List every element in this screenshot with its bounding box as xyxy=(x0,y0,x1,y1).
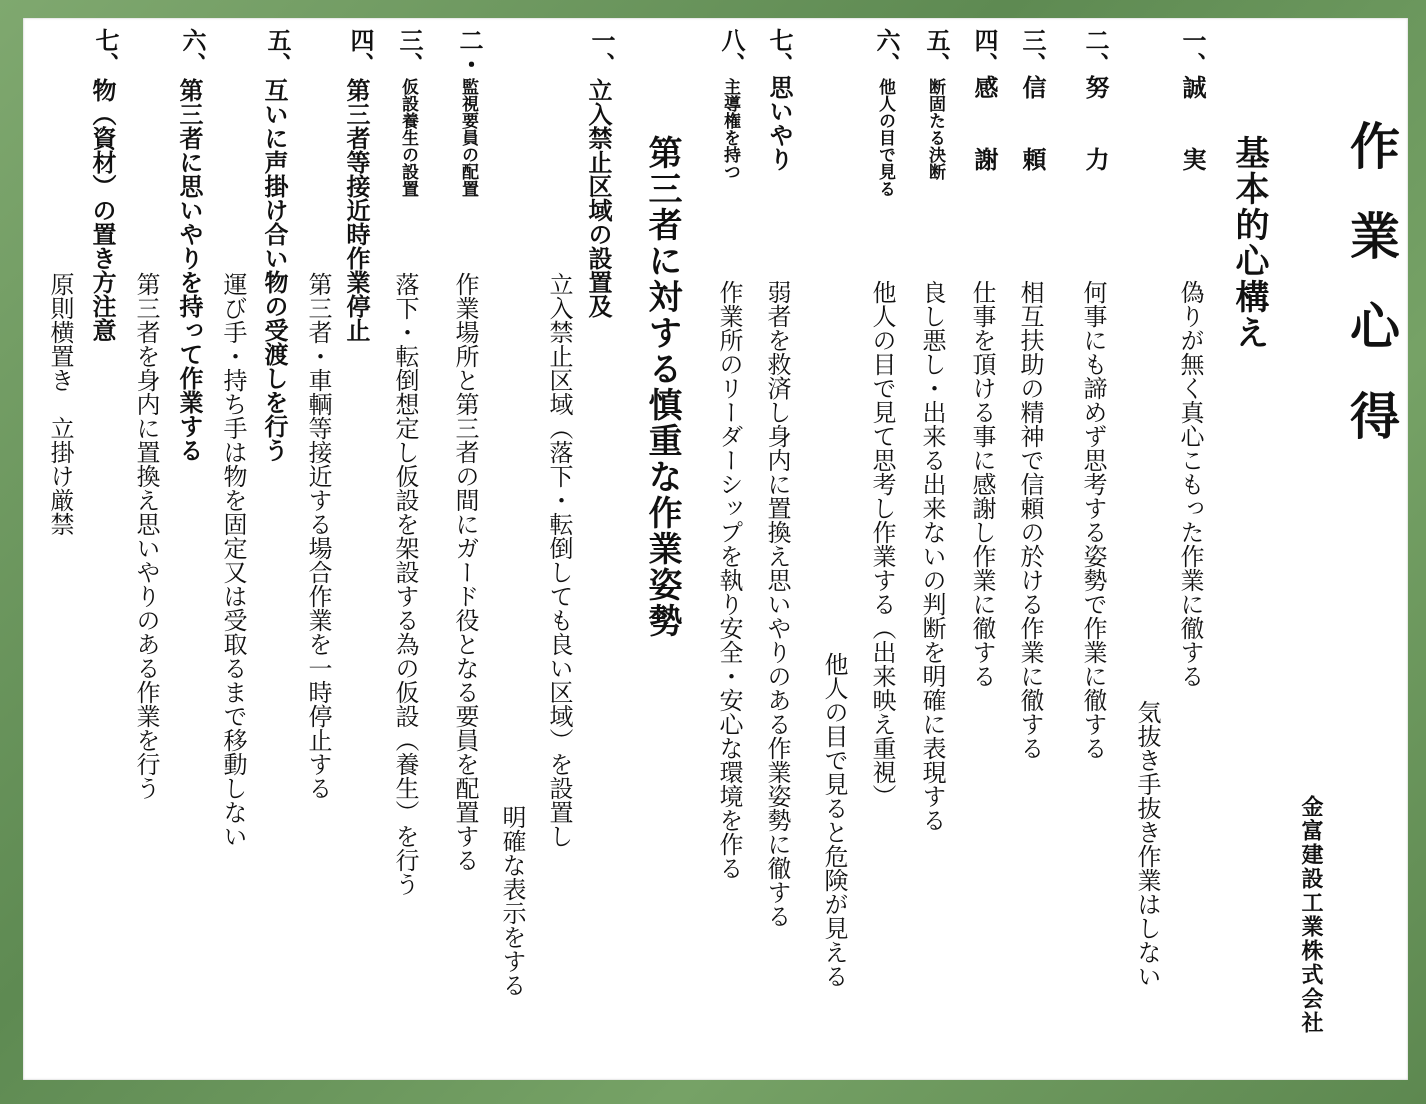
section2-item-label: 第三者に思いやりを持って作業する xyxy=(175,78,204,462)
section1-item-label: 主導権を持つ xyxy=(720,78,740,180)
section2-item-label: 仮設養生の設置 xyxy=(398,78,418,197)
section1-item-label: 誠 実 xyxy=(1178,75,1207,171)
section1-item-label: 思いやり xyxy=(765,75,794,171)
section1-item-label: 他人の目で見る xyxy=(875,78,895,197)
section1-item-number: 八、 xyxy=(717,28,746,76)
section1-item-desc: 何事にも諦めず思考する姿勢で作業に徹する xyxy=(1079,280,1107,760)
section1-item-desc: 作業所のリーダーシップを執り安全・安心な環境を作る xyxy=(715,280,743,880)
section1-item-desc-cont: 他人の目で見ると危険が見える xyxy=(820,652,848,988)
section2-item-label: 監視要員の配置 xyxy=(458,78,478,197)
section1-item-number: 五、 xyxy=(922,28,951,76)
section2-item-desc: 原則横置き 立掛け厳禁 xyxy=(46,272,74,536)
section2-heading: 第三者に対する慎重な作業姿勢 xyxy=(642,135,682,639)
section2-item-desc: 第三者を身内に置換え思いやりのある作業を行う xyxy=(132,272,160,800)
section1-item-number: 六、 xyxy=(872,28,901,76)
section2-item-label: 互いに声掛け合い物の受渡しを行う xyxy=(260,78,289,462)
section1-item-desc: 弱者を救済し身内に置換え思いやりのある作業姿勢に徹する xyxy=(763,280,791,928)
section1-heading: 基本的心構え xyxy=(1229,135,1269,351)
section2-item-label: 物（資材）の置き方注意 xyxy=(88,78,117,342)
company-name: 金富建設工業株式会社 xyxy=(1298,795,1324,1035)
section2-item-number: 四、 xyxy=(346,28,375,76)
section1-item-desc: 仕事を頂ける事に感謝し作業に徹する xyxy=(968,280,996,688)
section2-item-label: 第三者等接近時作業停止 xyxy=(342,78,371,342)
section1-item-number: 二、 xyxy=(1081,28,1110,76)
section2-item-desc: 第三者・車輌等接近する場合作業を一時停止する xyxy=(304,272,332,800)
section2-item-number: 二・ xyxy=(455,28,484,76)
section1-item-label: 信 頼 xyxy=(1018,75,1047,171)
section1-item-number: 一、 xyxy=(1178,28,1207,76)
section2-item-number: 五、 xyxy=(263,28,292,76)
section2-item-desc: 作業場所と第三者の間にガード役となる要員を配置する xyxy=(451,272,479,872)
section1-item-number: 七、 xyxy=(765,28,794,76)
section2-item-desc: 運び手・持ち手は物を固定又は受取るまで移動しない xyxy=(219,272,247,848)
section2-item-number: 三、 xyxy=(395,28,424,76)
section1-item-desc-cont: 気抜き手抜き作業はしない xyxy=(1133,700,1161,988)
section2-item-number: 一、 xyxy=(587,28,616,76)
section2-item-desc: 落下・転倒想定し仮設を架設する為の仮設（養生）を行う xyxy=(391,272,419,896)
section2-item-desc-cont: 明確な表示をする xyxy=(498,805,526,997)
section1-item-label: 感 謝 xyxy=(970,75,999,171)
section1-item-number: 三、 xyxy=(1018,28,1047,76)
section1-item-desc: 他人の目で見て思考し作業する（出来映え重視） xyxy=(868,280,896,808)
section2-item-label: 立入禁止区域の設置及 xyxy=(584,78,613,318)
section1-item-desc: 良し悪し・出来る出来ないの判断を明確に表現する xyxy=(918,280,946,832)
section2-item-number: 六、 xyxy=(178,28,207,76)
section1-item-number: 四、 xyxy=(970,28,999,76)
section1-item-desc: 偽りが無く真心こもった作業に徹する xyxy=(1176,280,1204,688)
section1-item-label: 断固たる決断 xyxy=(925,78,945,180)
section2-item-desc: 立入禁止区域（落下・転倒しても良い区域）を設置し xyxy=(545,272,573,848)
section2-item-number: 七、 xyxy=(91,28,120,76)
section1-item-desc: 相互扶助の精神で信頼の於ける作業に徹する xyxy=(1016,280,1044,760)
section1-item-label: 努 力 xyxy=(1081,75,1110,171)
page-title: 作業心得 xyxy=(1342,120,1401,480)
